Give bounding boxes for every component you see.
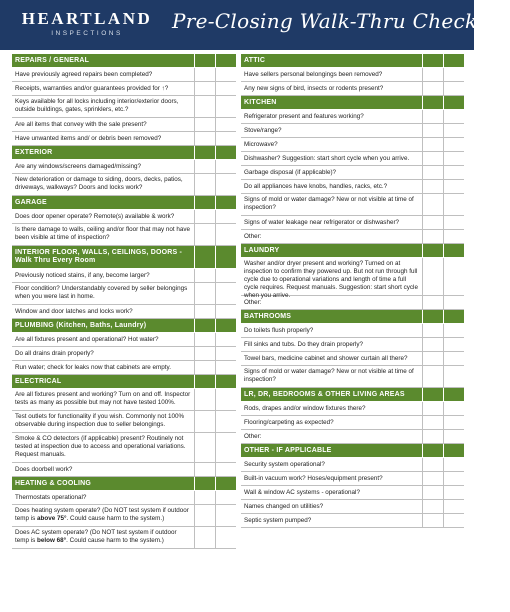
- checkbox-yes[interactable]: [194, 463, 215, 476]
- item-text-part: . Could cause harm to the system.): [66, 515, 165, 522]
- checkbox-yes[interactable]: [194, 411, 215, 432]
- checkbox-no[interactable]: [443, 366, 464, 387]
- section-title: HEATING & COOLING: [12, 477, 194, 490]
- header-box-no: [443, 244, 464, 257]
- checklist-row: [241, 230, 464, 244]
- checklist-item-text: Washer and/or dryer present and working? Turned on at inspection to confirm they powered up. But not run through full cycle due to operational variations and length of time a full cycle requires. Request manuals. Suggestion: start short cycle when you arrive.: [244, 260, 418, 299]
- checklist-row: [12, 505, 236, 527]
- section-header-plumbing: [12, 319, 236, 332]
- checkbox-no[interactable]: [215, 160, 236, 173]
- checklist-item-text: Garbage disposal (if applicable)?: [244, 169, 337, 176]
- checkbox-no[interactable]: [443, 352, 464, 365]
- checklist-item-text: Towel bars, medicine cabinet and shower curtain all there?: [244, 355, 408, 362]
- header-box-yes: [422, 54, 443, 67]
- checkbox-yes[interactable]: [422, 472, 443, 485]
- checklist-row: [241, 472, 464, 486]
- checklist-item-text: Other:: [244, 299, 262, 306]
- checkbox-no[interactable]: [443, 514, 464, 527]
- checkbox-yes[interactable]: [422, 230, 443, 243]
- header-box-no: [443, 444, 464, 457]
- checklist-item-text: Receipts, warranties and/or guarantees provided for ↑?: [15, 85, 169, 92]
- checklist-item-text: Are all fixtures present and working? Turn on and off. Inspector tests as many as possible but may not have tested 100%.: [15, 391, 191, 406]
- checkbox-yes[interactable]: [422, 430, 443, 443]
- checklist-row: [241, 216, 464, 230]
- checklist-item-text: Fill sinks and tubs. Do they drain properly?: [244, 341, 363, 348]
- checkbox-no[interactable]: [215, 463, 236, 476]
- checkbox-no[interactable]: [443, 138, 464, 151]
- checklist-row: [12, 132, 236, 146]
- page-header: [0, 0, 510, 50]
- checkbox-yes[interactable]: [194, 527, 215, 548]
- checklist-item-text: Test outlets for functionality if you wish. Commonly not 100% observable during inspection due to seller belongings.: [15, 413, 185, 428]
- checklist-item-text: Dishwasher? Suggestion: start short cycle when you arrive.: [244, 155, 410, 162]
- checklist-item-text: Have previously agreed repairs been completed?: [15, 71, 153, 78]
- checkbox-no[interactable]: [443, 180, 464, 193]
- section-header-exterior: [12, 146, 236, 159]
- checklist-row: [12, 389, 236, 411]
- checkbox-no[interactable]: [215, 224, 236, 245]
- checkbox-yes[interactable]: [422, 458, 443, 471]
- checkbox-yes[interactable]: [194, 305, 215, 318]
- checklist-row: [12, 224, 236, 246]
- checklist-item-text: Flooring/carpeting as expected?: [244, 419, 334, 426]
- checkbox-yes[interactable]: [194, 389, 215, 410]
- header-box-yes: [194, 477, 215, 490]
- checklist-row: [241, 430, 464, 444]
- checkbox-no[interactable]: [215, 269, 236, 282]
- checklist-item-text: Other:: [244, 233, 262, 240]
- checklist-row: [12, 361, 236, 375]
- section-title: ATTIC: [241, 54, 422, 67]
- checklist-item-text: Do all appliances have knobs, handles, racks, etc.?: [244, 183, 388, 190]
- checkbox-yes[interactable]: [194, 132, 215, 145]
- checkbox-yes[interactable]: [422, 258, 443, 295]
- checkbox-yes[interactable]: [194, 505, 215, 526]
- section-header-laundry: [241, 244, 464, 257]
- checkbox-no[interactable]: [215, 389, 236, 410]
- checklist-item-text: Window and door latches and locks work?: [15, 308, 133, 315]
- checklist-row: [12, 491, 236, 505]
- checklist-row: [12, 283, 236, 305]
- checklist-row: [12, 333, 236, 347]
- checklist-item-text: Signs of mold or water damage? New or not visible at time of inspection?: [244, 368, 414, 383]
- item-text-part: Does AC system operate? (Do NOT test system if outdoor temp is: [15, 529, 177, 544]
- checkbox-no[interactable]: [215, 433, 236, 462]
- section-header-bathrooms: [241, 310, 464, 323]
- checklist-row: [12, 118, 236, 132]
- checkbox-yes[interactable]: [422, 402, 443, 415]
- checkbox-no[interactable]: [443, 500, 464, 513]
- checklist-row: [12, 305, 236, 319]
- checklist-item-text: Floor condition? Understandably covered by seller belongings when you were last in home.: [15, 285, 188, 300]
- checkbox-no[interactable]: [215, 174, 236, 195]
- header-box-yes: [194, 319, 215, 332]
- checkbox-yes[interactable]: [194, 283, 215, 304]
- header-box-no: [443, 54, 464, 67]
- checklist-item-text: Does door opener operate? Remote(s) available & work?: [15, 213, 175, 220]
- header-box-yes: [194, 54, 215, 67]
- checkbox-no[interactable]: [443, 194, 464, 215]
- checkbox-yes[interactable]: [422, 82, 443, 95]
- checkbox-yes[interactable]: [422, 180, 443, 193]
- checklist-row: [241, 124, 464, 138]
- checklist-item-text: Have unwanted items and/ or debris been removed?: [15, 135, 162, 142]
- checkbox-yes[interactable]: [422, 296, 443, 309]
- checklist-item-text: Wall & window AC systems - operational?: [244, 489, 360, 496]
- checkbox-no[interactable]: [443, 258, 464, 295]
- right-column: [241, 54, 464, 528]
- checkbox-yes[interactable]: [422, 124, 443, 137]
- header-box-no: [443, 388, 464, 401]
- checklist-row: [12, 269, 236, 283]
- checklist-row: [241, 338, 464, 352]
- checkbox-yes[interactable]: [422, 110, 443, 123]
- checklist-item-text: [12, 505, 194, 526]
- checklist-row: [12, 347, 236, 361]
- checklist-item-text: Any new signs of bird, insects or rodents present?: [244, 85, 384, 92]
- checkbox-yes[interactable]: [194, 118, 215, 131]
- checkbox-no[interactable]: [443, 110, 464, 123]
- checkbox-no[interactable]: [215, 361, 236, 374]
- checkbox-no[interactable]: [443, 216, 464, 229]
- checkbox-yes[interactable]: [422, 352, 443, 365]
- header-box-yes: [194, 196, 215, 209]
- checklist-item-text: Is there damage to walls, ceiling and/or floor that may not have been visible at time of inspection?: [15, 226, 191, 241]
- checklist-row: [12, 433, 236, 463]
- checkbox-yes[interactable]: [422, 324, 443, 337]
- section-header-electrical: [12, 375, 236, 388]
- section-header-heating-cooling: [12, 477, 236, 490]
- checkbox-yes[interactable]: [194, 160, 215, 173]
- header-box-yes: [194, 375, 215, 388]
- section-header-living-areas: [241, 388, 464, 401]
- checklist-row: [12, 82, 236, 96]
- checkbox-no[interactable]: [443, 166, 464, 179]
- checklist-row: [241, 402, 464, 416]
- checkbox-no[interactable]: [215, 82, 236, 95]
- checkbox-no[interactable]: [215, 96, 236, 117]
- checkbox-yes[interactable]: [194, 491, 215, 504]
- checkbox-no[interactable]: [215, 68, 236, 81]
- checkbox-yes[interactable]: [194, 224, 215, 245]
- checkbox-no[interactable]: [443, 296, 464, 309]
- checkbox-yes[interactable]: [422, 486, 443, 499]
- checklist-item-text: Septic system pumped?: [244, 517, 312, 524]
- checkbox-no[interactable]: [215, 210, 236, 223]
- checklist-row: [241, 138, 464, 152]
- checkbox-yes[interactable]: [422, 166, 443, 179]
- logo-sub-text: INSPECTIONS: [51, 30, 123, 37]
- section-header-attic: [241, 54, 464, 67]
- checklist-item-text: Security system operational?: [244, 461, 325, 468]
- section-title: EXTERIOR: [12, 146, 194, 159]
- checkbox-yes[interactable]: [194, 68, 215, 81]
- checkbox-yes[interactable]: [194, 269, 215, 282]
- checkbox-no[interactable]: [215, 333, 236, 346]
- checklist-item-text: Stove/range?: [244, 127, 282, 134]
- checkbox-yes[interactable]: [194, 96, 215, 117]
- header-box-yes: [422, 444, 443, 457]
- checklist-row: [12, 210, 236, 224]
- section-header-other: [241, 444, 464, 457]
- checklist-row: [241, 68, 464, 82]
- checkbox-no[interactable]: [443, 68, 464, 81]
- checkbox-yes[interactable]: [422, 366, 443, 387]
- checkbox-no[interactable]: [215, 527, 236, 548]
- header-box-no: [215, 477, 236, 490]
- left-column: [12, 54, 236, 549]
- checklist-row: [241, 500, 464, 514]
- checkbox-no[interactable]: [215, 305, 236, 318]
- checkbox-yes[interactable]: [422, 500, 443, 513]
- header-box-no: [215, 54, 236, 67]
- checklist-item-text: Are any windows/screens damaged/missing?: [15, 163, 141, 170]
- section-title: BATHROOMS: [241, 310, 422, 323]
- header-box-no: [215, 246, 236, 268]
- item-text-part: Does heating system operate? (Do NOT test system if outdoor temp is: [15, 507, 189, 522]
- checklist-item-text: Names changed on utilities?: [244, 503, 324, 510]
- header-box-no: [215, 375, 236, 388]
- section-title: LR, DR, BEDROOMS & OTHER LIVING AREAS: [241, 388, 422, 401]
- checklist-row: [241, 486, 464, 500]
- checkbox-yes[interactable]: [194, 174, 215, 195]
- section-title: OTHER - IF APPLICABLE: [241, 444, 422, 457]
- checklist-row: [241, 352, 464, 366]
- checkbox-yes[interactable]: [422, 138, 443, 151]
- checkbox-no[interactable]: [443, 338, 464, 351]
- header-box-no: [443, 96, 464, 109]
- checkbox-no[interactable]: [443, 82, 464, 95]
- checklist-row: [12, 160, 236, 174]
- logo-main-text: HEARTLAND: [21, 9, 153, 28]
- header-box-yes: [422, 244, 443, 257]
- checkbox-no[interactable]: [215, 283, 236, 304]
- checkbox-no[interactable]: [215, 118, 236, 131]
- checkbox-no[interactable]: [215, 505, 236, 526]
- checkbox-no[interactable]: [443, 324, 464, 337]
- checklist-row: [12, 68, 236, 82]
- checkbox-yes[interactable]: [194, 210, 215, 223]
- checkbox-yes[interactable]: [422, 338, 443, 351]
- checkbox-no[interactable]: [443, 486, 464, 499]
- checklist-item-text: Run water; check for leaks now that cabinets are empty.: [15, 364, 171, 371]
- checkbox-no[interactable]: [443, 124, 464, 137]
- checklist-row: [12, 463, 236, 477]
- item-text-part: . Could cause harm to the system.): [66, 537, 164, 544]
- checklist-row: [241, 324, 464, 338]
- checklist-row: [241, 366, 464, 388]
- checklist-row: [12, 96, 236, 118]
- header-box-yes: [422, 96, 443, 109]
- checklist-item-text: Does doorbell work?: [15, 466, 73, 473]
- checkbox-no[interactable]: [215, 491, 236, 504]
- checkbox-no[interactable]: [215, 411, 236, 432]
- checklist-item-text: Have sellers personal belongings been removed?: [244, 71, 383, 78]
- checkbox-no[interactable]: [215, 347, 236, 360]
- checklist-item-text: Rods, drapes and/or window fixtures there?: [244, 405, 366, 412]
- checklist-row: [241, 180, 464, 194]
- checkbox-yes[interactable]: [422, 68, 443, 81]
- section-title: INTERIOR FLOOR, WALLS, CEILINGS, DOORS - Walk Thru Every Room: [12, 246, 194, 268]
- checklist-row: [241, 514, 464, 528]
- checklist-row: [12, 174, 236, 196]
- checkbox-no[interactable]: [443, 416, 464, 429]
- checkbox-yes[interactable]: [422, 152, 443, 165]
- header-box-no: [215, 196, 236, 209]
- header-box-yes: [194, 246, 215, 268]
- checkbox-no[interactable]: [443, 230, 464, 243]
- section-header-kitchen: [241, 96, 464, 109]
- checklist-item-text: Keys available for all locks including interior/exterior doors, outside buildings, gates, sprinklers, etc.?: [15, 98, 179, 113]
- checkbox-yes[interactable]: [422, 416, 443, 429]
- checklist-row: [12, 411, 236, 433]
- checklist-item-text: Previously noticed stains, if any, become larger?: [15, 272, 150, 279]
- checklist-item-text: Built-in vacuum work? Hoses/equipment present?: [244, 475, 383, 482]
- header-box-yes: [194, 146, 215, 159]
- header-box-no: [215, 319, 236, 332]
- page-title: Pre-Closing Walk-Thru Checklist: [172, 9, 510, 33]
- section-title: REPAIRS / GENERAL: [12, 54, 194, 67]
- section-title: PLUMBING (Kitchen, Baths, Laundry): [12, 319, 194, 332]
- checklist-row: [12, 527, 236, 549]
- company-logo: [12, 10, 162, 37]
- checklist-item-text: Are all fixtures present and operational? Hot water?: [15, 336, 159, 343]
- checkbox-yes[interactable]: [422, 216, 443, 229]
- header-box-yes: [422, 388, 443, 401]
- checklist-item-text: Signs of water leakage near refrigerator or dishwasher?: [244, 219, 400, 226]
- checkbox-yes[interactable]: [194, 82, 215, 95]
- checkbox-yes[interactable]: [422, 194, 443, 215]
- checklist-item-text: Thermostats operational?: [15, 494, 87, 501]
- section-header-interior: [12, 246, 236, 268]
- checklist-item-text: Microwave?: [244, 141, 278, 148]
- checklist-row: [241, 152, 464, 166]
- checklist-item-text: Other:: [244, 433, 262, 440]
- checkbox-yes[interactable]: [194, 333, 215, 346]
- checkbox-no[interactable]: [443, 430, 464, 443]
- checklist-row: [241, 458, 464, 472]
- checklist-row: [241, 110, 464, 124]
- section-title: KITCHEN: [241, 96, 422, 109]
- section-title: LAUNDRY: [241, 244, 422, 257]
- checkbox-yes[interactable]: [194, 361, 215, 374]
- checklist-row: [241, 258, 464, 299]
- checkbox-no[interactable]: [215, 132, 236, 145]
- checklist-item-text: Smoke & CO detectors (if applicable) present? Routinely not tested at inspection due to access and operational variations. Request manuals.: [15, 435, 186, 458]
- header-box-no: [215, 146, 236, 159]
- checkbox-no[interactable]: [443, 472, 464, 485]
- checklist-item-text: [12, 527, 194, 548]
- header-box-no: [443, 310, 464, 323]
- checklist-row: [241, 296, 464, 310]
- checklist-item-text: Signs of mold or water damage? New or not visible at time of inspection?: [244, 196, 414, 211]
- checkbox-no[interactable]: [443, 402, 464, 415]
- section-title: GARAGE: [12, 196, 194, 209]
- checklist-item-text: Do toilets flush properly?: [244, 327, 314, 334]
- checkbox-yes[interactable]: [422, 514, 443, 527]
- checkbox-yes[interactable]: [194, 347, 215, 360]
- header-box-yes: [422, 310, 443, 323]
- checklist-item-text: Do all drains drain properly?: [15, 350, 94, 357]
- section-header-garage: [12, 196, 236, 209]
- checklist-item-text: Refrigerator present and features working?: [244, 113, 364, 120]
- checkbox-no[interactable]: [443, 152, 464, 165]
- checkbox-no[interactable]: [443, 458, 464, 471]
- section-header-repairs: [12, 54, 236, 67]
- checklist-row: [241, 416, 464, 430]
- checklist-item-text: New deterioration or damage to siding, doors, decks, patios, driveways, walkways? Doors and locks work?: [15, 176, 183, 191]
- checkbox-yes[interactable]: [194, 433, 215, 462]
- temperature-threshold: below 68°: [37, 537, 67, 544]
- checklist-row: [241, 194, 464, 216]
- section-title: ELECTRICAL: [12, 375, 194, 388]
- checklist-item-text: Are all items that convey with the sale present?: [15, 121, 147, 128]
- checklist-row: [241, 82, 464, 96]
- temperature-threshold: above 75°: [37, 515, 67, 522]
- checklist-row: [241, 166, 464, 180]
